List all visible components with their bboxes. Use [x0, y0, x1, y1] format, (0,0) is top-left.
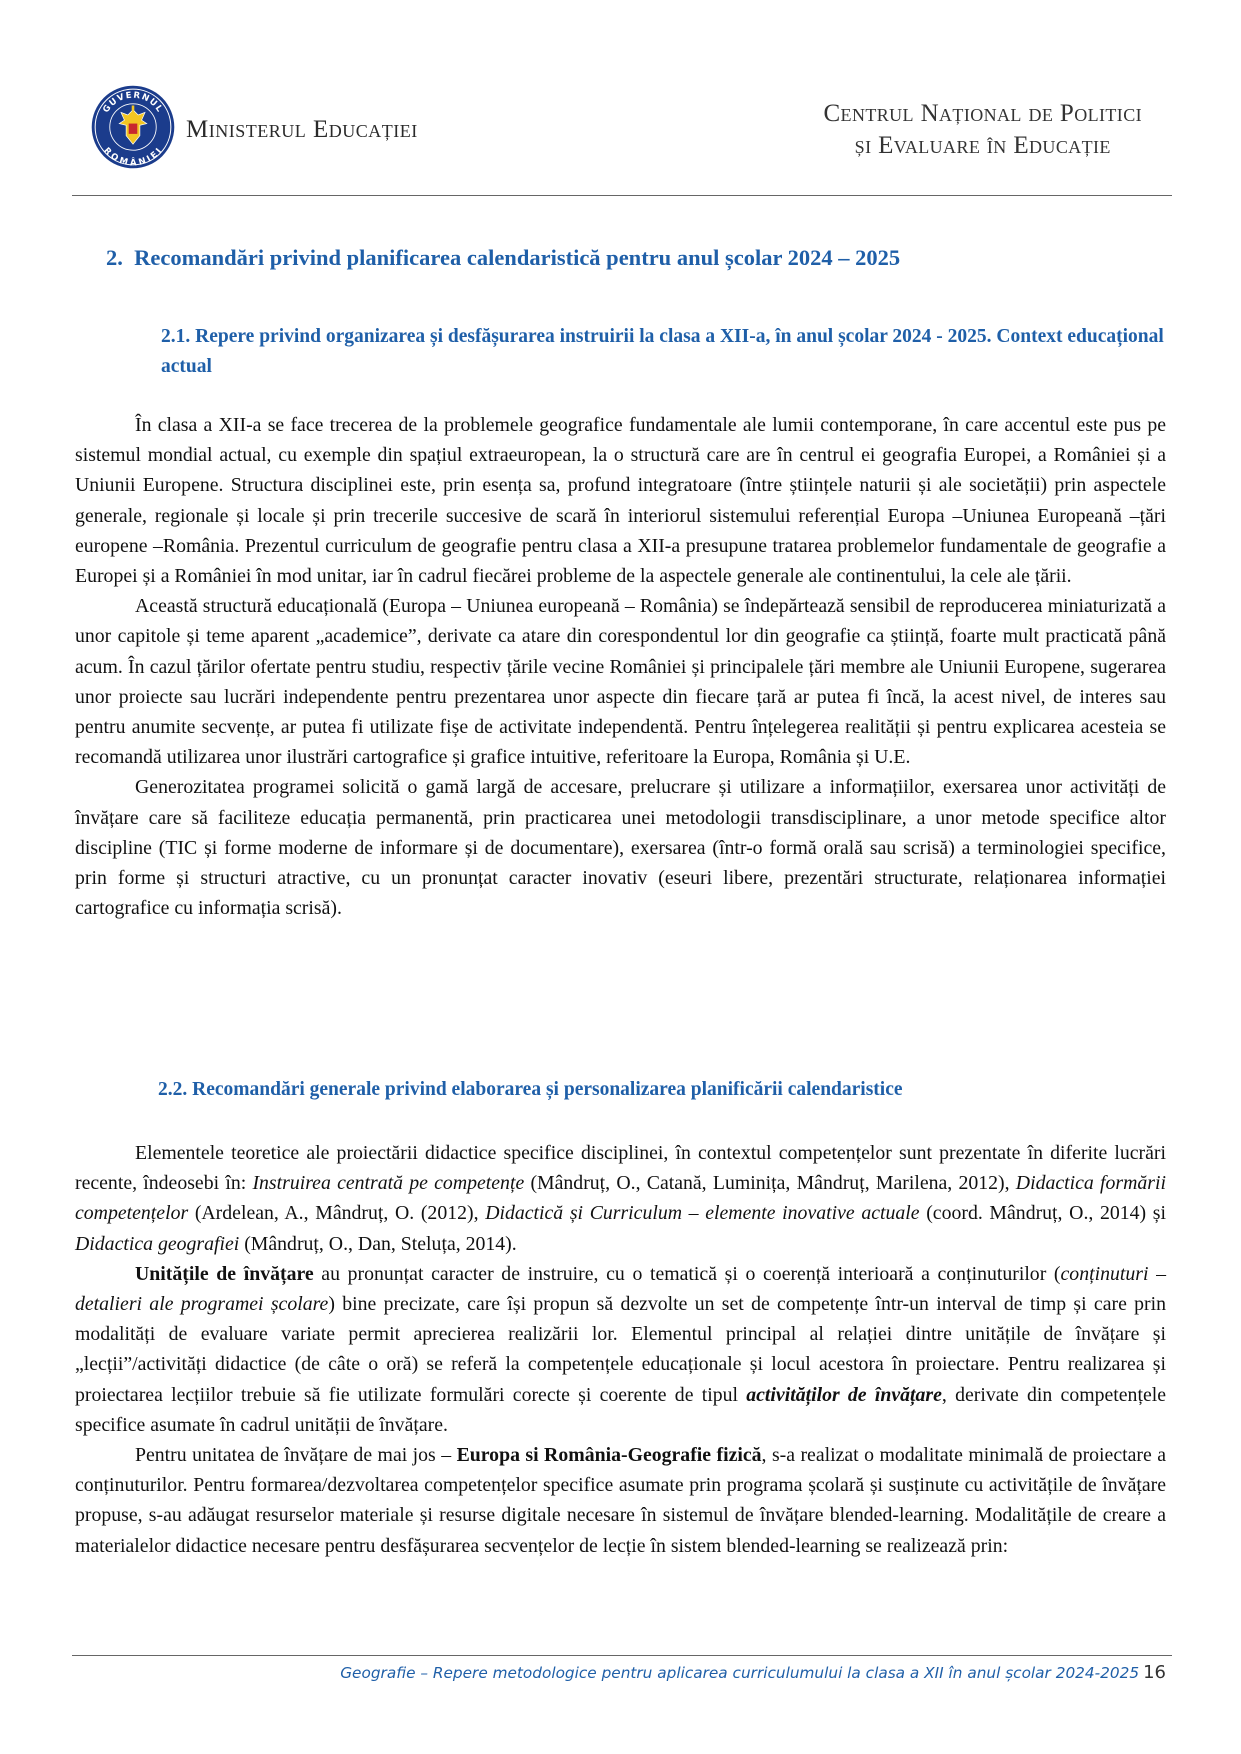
paragraph: [75, 1440, 1166, 1561]
italic-note: conținuturi – detalieri ale programei școlare: [75, 1262, 1166, 1316]
subsection-2-2-body: [75, 1138, 1166, 1561]
page-footer: [340, 1662, 1166, 1683]
footer-divider: [72, 1655, 1172, 1656]
text-run: Pentru unitatea de învățare de mai jos –: [135, 1444, 457, 1467]
subsection-title-2-2: 2.2. Recomandări generale privind elaborarea și personalizarea planificării calendaristice: [158, 1079, 903, 1100]
page-header: [72, 78, 1172, 198]
ministry-name: Ministerul Educației: [186, 116, 418, 143]
text-run: Elementele teoretice ale proiectării didactice specifice disciplinei, în contextul competențelor sunt prezentate în diferite lucrări recente, îndeosebi în:: [75, 1142, 1166, 1195]
bold-term: Unitățile de învățare: [135, 1262, 314, 1285]
text-run: ) bine precizate, care își propun să dezvolte un set de competențe într-un interval de timp și care prin modalități de evaluare variate permit aprecierea realizării lor. Elementul principal al relației dintre unitățile de învățare și „lecții”/activități didactice (de câte o oră) se referă la competențele educaționale și locul acestora în proiectare. Pentru realizarea și proiectarea lecțiilor trebuie să fie utilizate formulări corecte și coerente de tipul: [75, 1293, 1166, 1406]
text-run: (Mândruț, O., Dan, Steluța, 2014).: [239, 1232, 517, 1255]
cnpee-line-1: Centrul Național de Politici: [823, 100, 1142, 127]
subsection-2-1-body: [75, 410, 1166, 923]
text-run: (Ardelean, A., Mândruț, O. (2012),: [188, 1202, 486, 1225]
footer-text: Geografie – Repere metodologice pentru aplicarea curriculumului la clasa a XII în anul școlar 2024-2025: [340, 1664, 1140, 1682]
svg-text:ROMÂNIEI: ROMÂNIEI: [101, 145, 165, 169]
subsection-title-2-1: 2.1. Repere privind organizarea și desfășurarea instruirii la clasa a XII-a, în anul școlar 2024 - 2025. Context educațional actual: [161, 326, 1164, 377]
text-run: , s-a realizat o modalitate minimală de proiectare a conținuturilor. Pentru formarea/dezvoltarea competențelor specifice asumate prin programa școlară și susținute cu activitățile de învățare propuse, s-au adăugat resurselor materiale și resurse digitale necesare în sistemul de învățare blended-learning. Modalitățile de creare a materialelor didactice necesare pentru desfășurarea secvențelor de lecție în sistem blended-learning se realizează prin:: [75, 1444, 1166, 1557]
header-divider: [72, 195, 1172, 196]
book-title: Didactică și Curriculum – elemente inovative actuale: [485, 1202, 920, 1225]
text-run: au pronunțat caracter de instruire, cu o tematică și o coerență interioară a conținuturilor (: [313, 1262, 1061, 1285]
book-title: Instruirea centrată pe competențe: [252, 1172, 525, 1195]
paragraph: În clasa a XII-a se face trecerea de la problemele geografice fundamentale ale lumii contemporane, în care accentul este pus pe sistemul mondial actual, cu exemple din spațiul extraeuropean, la o structură care are în centrul ei geografia Europei, a României și a Uniunii Europene. Structura disciplinei este, prin esența sa, profund integratoare (între științele naturii și ale societății) prin aspectele generale, regionale și locale și prin trecerile succesive de scară în interiorul sistemului referențial Europa –Uniunea Europeană –țări europene –România. Prezentul curriculum de geografie pentru clasa a XII-a presupune tratarea problemelor fundamentale de geografie a Europei și a României în mod unitar, iar în cadrul fiecărei probleme de la aspectele generale ale continentului, la cele ale țării.: [75, 414, 1166, 588]
paragraph: [75, 1138, 1166, 1259]
paragraph: Această structură educațională (Europa – Uniunea europeană – România) se îndepărtează sensibil de reproducerea miniaturizată a unor capitole și teme aparent „academice”, derivate ca atare din corespondentul lor din geografie ca știință, foarte mult practicată până acum. În cazul țărilor ofertate pentru studiu, respectiv țările vecine României și principalele țări membre ale Uniunii Europene, sugerarea unor proiecte sau lucrări independente pentru prezentarea unor aspecte din fiecare țară ar putea fi încă, la acest nivel, de interes sau pentru anumite secvențe, ar putea fi utilizate fișe de activitate independentă. Pentru înțelegerea realității și pentru explicarea acesteia se recomandă utilizarea unor ilustrări cartografice și grafice intuitive, referitoare la Europa, România și U.E.: [75, 595, 1166, 769]
section-title: [106, 245, 1166, 271]
text-run: (coord. Mândruț, O., 2014) și: [919, 1202, 1166, 1225]
book-title: Didactica formării competențelor: [75, 1172, 1166, 1225]
cnpee-line-2: și Evaluare în Educație: [854, 132, 1111, 159]
page-number: 16: [1143, 1662, 1166, 1683]
bold-term: Europa si România-Geografie fizică: [456, 1444, 762, 1467]
bold-italic-term: activităților de învățare: [746, 1383, 942, 1406]
paragraph: [75, 1259, 1166, 1440]
text-run: , derivate din competențele specifice asumate în cadrul unității de învățare.: [75, 1383, 1166, 1436]
government-seal-logo: [90, 84, 176, 170]
paragraph: Generozitatea programei solicită o gamă largă de accesare, prelucrare și utilizare a informațiilor, exersarea unor activități de învățare care să faciliteze educația permanentă, prin practicarea unei metodologii transdisciplinare, a unor metode specifice altor discipline (TIC și forme moderne de informare și de documentare), exersarea (într-o formă orală sau scrisă) a terminologiei specifice, prin forme și structuri atractive, cu un pronunțat caracter inovativ (eseuri libere, prezentări structurate, relaționarea informației cartografice cu informația scrisă).: [75, 776, 1166, 920]
book-title: Didactica geografiei: [75, 1232, 240, 1255]
section-number: 2.: [106, 245, 123, 270]
text-run: (Mândruț, O., Catană, Luminița, Mândruț, Marilena, 2012),: [524, 1172, 1016, 1195]
cnpee-name: [823, 98, 1142, 162]
svg-text:GUVERNUL: GUVERNUL: [101, 90, 165, 115]
section-title-text: Recomandări privind planificarea calendaristică pentru anul școlar 2024 – 2025: [134, 245, 901, 270]
